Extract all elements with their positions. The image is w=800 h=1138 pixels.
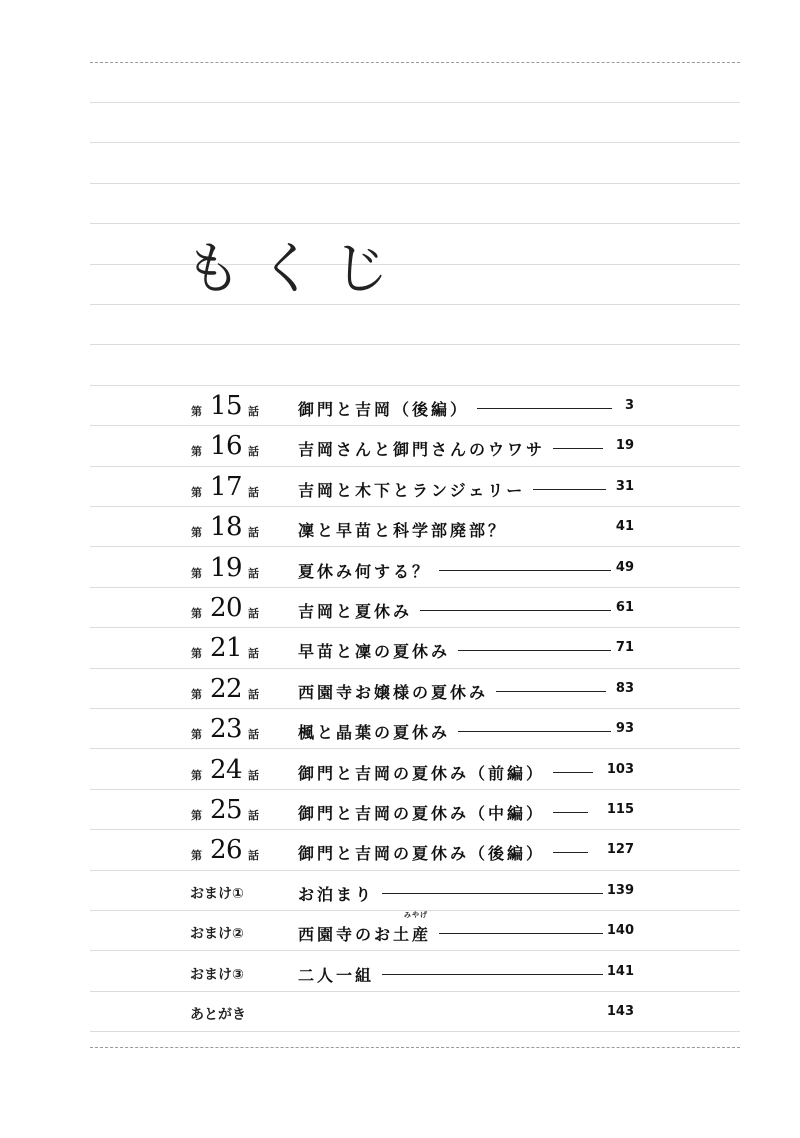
page-number: 139 [606, 883, 634, 898]
toc-entry[interactable] [190, 468, 640, 508]
chapter-label [190, 468, 290, 508]
chapter-label [190, 387, 290, 427]
chapter-label [190, 791, 290, 831]
page-number: 115 [606, 802, 634, 817]
chapter-title: 早苗と凜の夏休み [298, 639, 458, 662]
chapter-title: 吉岡さんと御門さんのウワサ [298, 437, 553, 460]
toc-entry[interactable] [190, 953, 640, 993]
chapter-title: お泊まり [298, 882, 382, 905]
toc-entry[interactable] [190, 872, 640, 912]
toc-entry[interactable] [190, 670, 640, 710]
chapter-label [190, 589, 290, 629]
page-number: 140 [606, 923, 634, 938]
toc-entry[interactable] [190, 710, 640, 750]
chapter-number: 22 [210, 674, 243, 704]
chapter-suffix: 話 [248, 647, 259, 660]
chapter-number: 20 [210, 593, 243, 623]
chapter-prefix: 第 [191, 567, 202, 580]
page-number: 31 [615, 479, 634, 494]
toc-entry[interactable] [190, 629, 640, 669]
chapter-suffix: 話 [248, 769, 259, 782]
chapter-label [190, 427, 290, 467]
chapter-label [190, 831, 290, 871]
page-number: 19 [615, 438, 634, 453]
toc-entry[interactable] [190, 549, 640, 589]
chapter-number: 23 [210, 714, 243, 744]
page-number: 93 [615, 721, 634, 736]
chapter-number: 15 [210, 391, 243, 421]
chapter-label [190, 953, 290, 993]
chapter-prefix: 第 [191, 486, 202, 499]
chapter-number: 21 [210, 633, 243, 663]
chapter-suffix: 話 [248, 809, 259, 822]
chapter-label [190, 508, 290, 548]
toc-entry[interactable] [190, 831, 640, 871]
page-title: もくじ [185, 237, 407, 302]
page-number: 71 [615, 640, 634, 655]
chapter-title: 二人一組 [298, 963, 382, 986]
extra-label: おまけ① [190, 886, 244, 902]
chapter-suffix: 話 [248, 728, 259, 741]
chapter-prefix: 第 [191, 647, 202, 660]
chapter-number: 19 [210, 553, 243, 583]
chapter-label [190, 872, 290, 912]
toc-entry[interactable] [190, 791, 640, 831]
page-number: 49 [615, 560, 634, 575]
chapter-suffix: 話 [248, 526, 259, 539]
chapter-number: 25 [210, 795, 243, 825]
chapter-suffix: 話 [248, 607, 259, 620]
chapter-number: 18 [210, 512, 243, 542]
chapter-title: 吉岡と夏休み [298, 599, 420, 622]
chapter-suffix: 話 [248, 567, 259, 580]
page-number: 141 [606, 964, 634, 979]
chapter-title: 夏休み何する？ [298, 559, 439, 582]
toc-entry[interactable] [190, 387, 640, 427]
chapter-prefix: 第 [191, 849, 202, 862]
chapter-suffix: 話 [248, 445, 259, 458]
page-number: 127 [606, 842, 634, 857]
page-number: 3 [624, 398, 634, 413]
page-number: 103 [606, 762, 634, 777]
chapter-title: 御門と吉岡の夏休み（前編） [298, 761, 553, 784]
page-number: 143 [606, 1004, 634, 1019]
chapter-suffix: 話 [248, 849, 259, 862]
chapter-prefix: 第 [191, 526, 202, 539]
chapter-prefix: 第 [191, 688, 202, 701]
chapter-title: 御門と吉岡の夏休み（中編） [298, 801, 553, 824]
chapter-title: 吉岡と木下とランジェリー [298, 478, 533, 501]
toc-entry[interactable] [190, 751, 640, 791]
chapter-label [190, 629, 290, 669]
chapter-prefix: 第 [191, 769, 202, 782]
chapter-number: 24 [210, 755, 243, 785]
chapter-label [190, 751, 290, 791]
chapter-prefix: 第 [191, 405, 202, 418]
furigana: みやげ [404, 911, 428, 919]
chapter-title: 御門と吉岡の夏休み（後編） [298, 841, 553, 864]
extra-label: あとがき [190, 1007, 246, 1023]
chapter-label [190, 670, 290, 710]
chapter-label [190, 549, 290, 589]
chapter-number: 17 [210, 472, 243, 502]
page-number: 61 [615, 600, 634, 615]
page-number: 41 [615, 519, 634, 534]
chapter-number: 16 [210, 431, 243, 461]
chapter-title: 凜と早苗と科学部廃部？ [298, 518, 515, 541]
chapter-label [190, 993, 290, 1033]
chapter-number: 26 [210, 835, 243, 865]
chapter-prefix: 第 [191, 607, 202, 620]
chapter-label [190, 912, 290, 952]
extra-label: おまけ② [190, 926, 244, 942]
toc-entry[interactable] [190, 427, 640, 467]
chapter-suffix: 話 [248, 486, 259, 499]
toc-entry[interactable] [190, 912, 640, 952]
chapter-title: 西園寺お嬢様の夏休み [298, 680, 496, 703]
chapter-suffix: 話 [248, 688, 259, 701]
chapter-title: 御門と吉岡（後編） [298, 397, 477, 420]
toc-entry[interactable] [190, 589, 640, 629]
page-number: 83 [615, 681, 634, 696]
chapter-title: 西園寺のお土産 [298, 922, 439, 945]
chapter-prefix: 第 [191, 728, 202, 741]
extra-label: おまけ③ [190, 967, 244, 983]
chapter-label [190, 710, 290, 750]
chapter-prefix: 第 [191, 445, 202, 458]
toc-entry[interactable] [190, 508, 640, 548]
chapter-suffix: 話 [248, 405, 259, 418]
chapter-prefix: 第 [191, 809, 202, 822]
chapter-title: 楓と晶葉の夏休み [298, 720, 458, 743]
toc-entry[interactable] [190, 993, 640, 1033]
